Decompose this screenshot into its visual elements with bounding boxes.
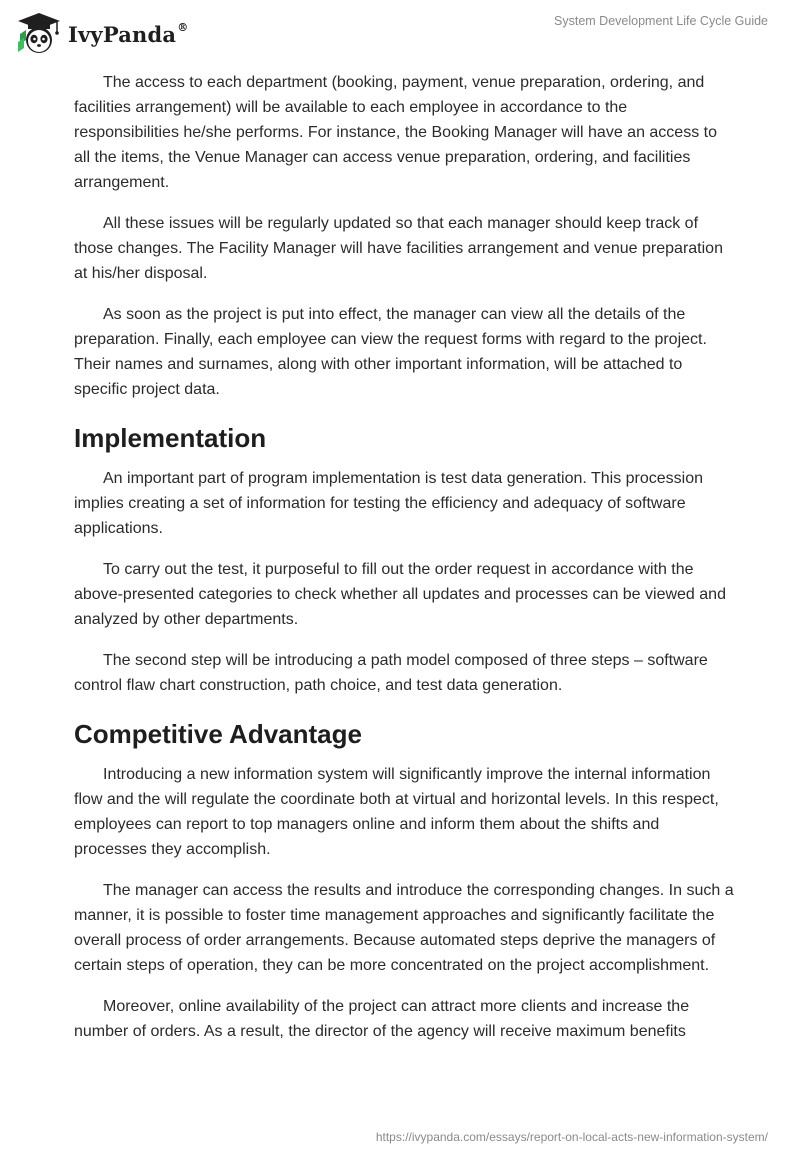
section-heading-competitive-advantage: Competitive Advantage xyxy=(74,719,362,749)
paragraph: The access to each department (booking, payment, venue preparation, ordering, and facilities arrangement) will be available to each employee in accordance to the responsibilities he/she performs. For instance, the Booking Manager will have an access to all the items, the Venue Manager can access venue preparation, ordering, and facilities arrangement. xyxy=(74,74,717,191)
document-title: System Development Life Cycle Guide xyxy=(554,14,768,28)
logo-text: IvyPanda® xyxy=(68,20,189,47)
ivypanda-logo[interactable] xyxy=(16,10,188,56)
paragraph: Moreover, online availability of the project can attract more clients and increase the number of orders. As a result, the director of the agency will receive maximum benefits xyxy=(74,998,690,1040)
section-heading-implementation: Implementation xyxy=(74,423,267,453)
paragraph: All these issues will be regularly updated so that each manager should keep track of those changes. The Facility Manager will have facilities arrangement and venue preparation at his/her disposal. xyxy=(74,215,723,282)
paragraph: Introducing a new information system will significantly improve the internal information flow and the will regulate the coordinate both at virtual and horizontal levels. In this respect, employees can report to top managers online and inform them about the shifts and processes they accomplish. xyxy=(74,766,719,858)
source-url[interactable]: https://ivypanda.com/essays/report-on-local-acts-new-information-system/ xyxy=(375,1130,768,1144)
page-header xyxy=(0,0,800,66)
paragraph: To carry out the test, it purposeful to fill out the order request in accordance with the above-presented categories to check whether all updates and processes can be viewed and analyzed by other departments. xyxy=(74,561,726,628)
essay-content xyxy=(74,70,734,1060)
paragraph: The manager can access the results and introduce the corresponding changes. In such a manner, it is possible to foster time management approaches and significantly facilitate the overall process of order arrangements. Because automated steps deprive the managers of certain steps of operation, they can be more concentrated on the project accomplishment. xyxy=(74,882,734,974)
paragraph: An important part of program implementation is test data generation. This procession implies creating a set of information for testing the efficiency and adequacy of software applications. xyxy=(74,470,704,537)
paragraph: As soon as the project is put into effect, the manager can view all the details of the preparation. Finally, each employee can view the request forms with regard to the project. Their names and surnames, along with other important information, will be attached to specific project data. xyxy=(74,306,707,398)
paragraph: The second step will be introducing a path model composed of three steps – software control flaw chart construction, path choice, and test data generation. xyxy=(74,652,708,694)
panda-graduate-icon xyxy=(16,10,62,56)
